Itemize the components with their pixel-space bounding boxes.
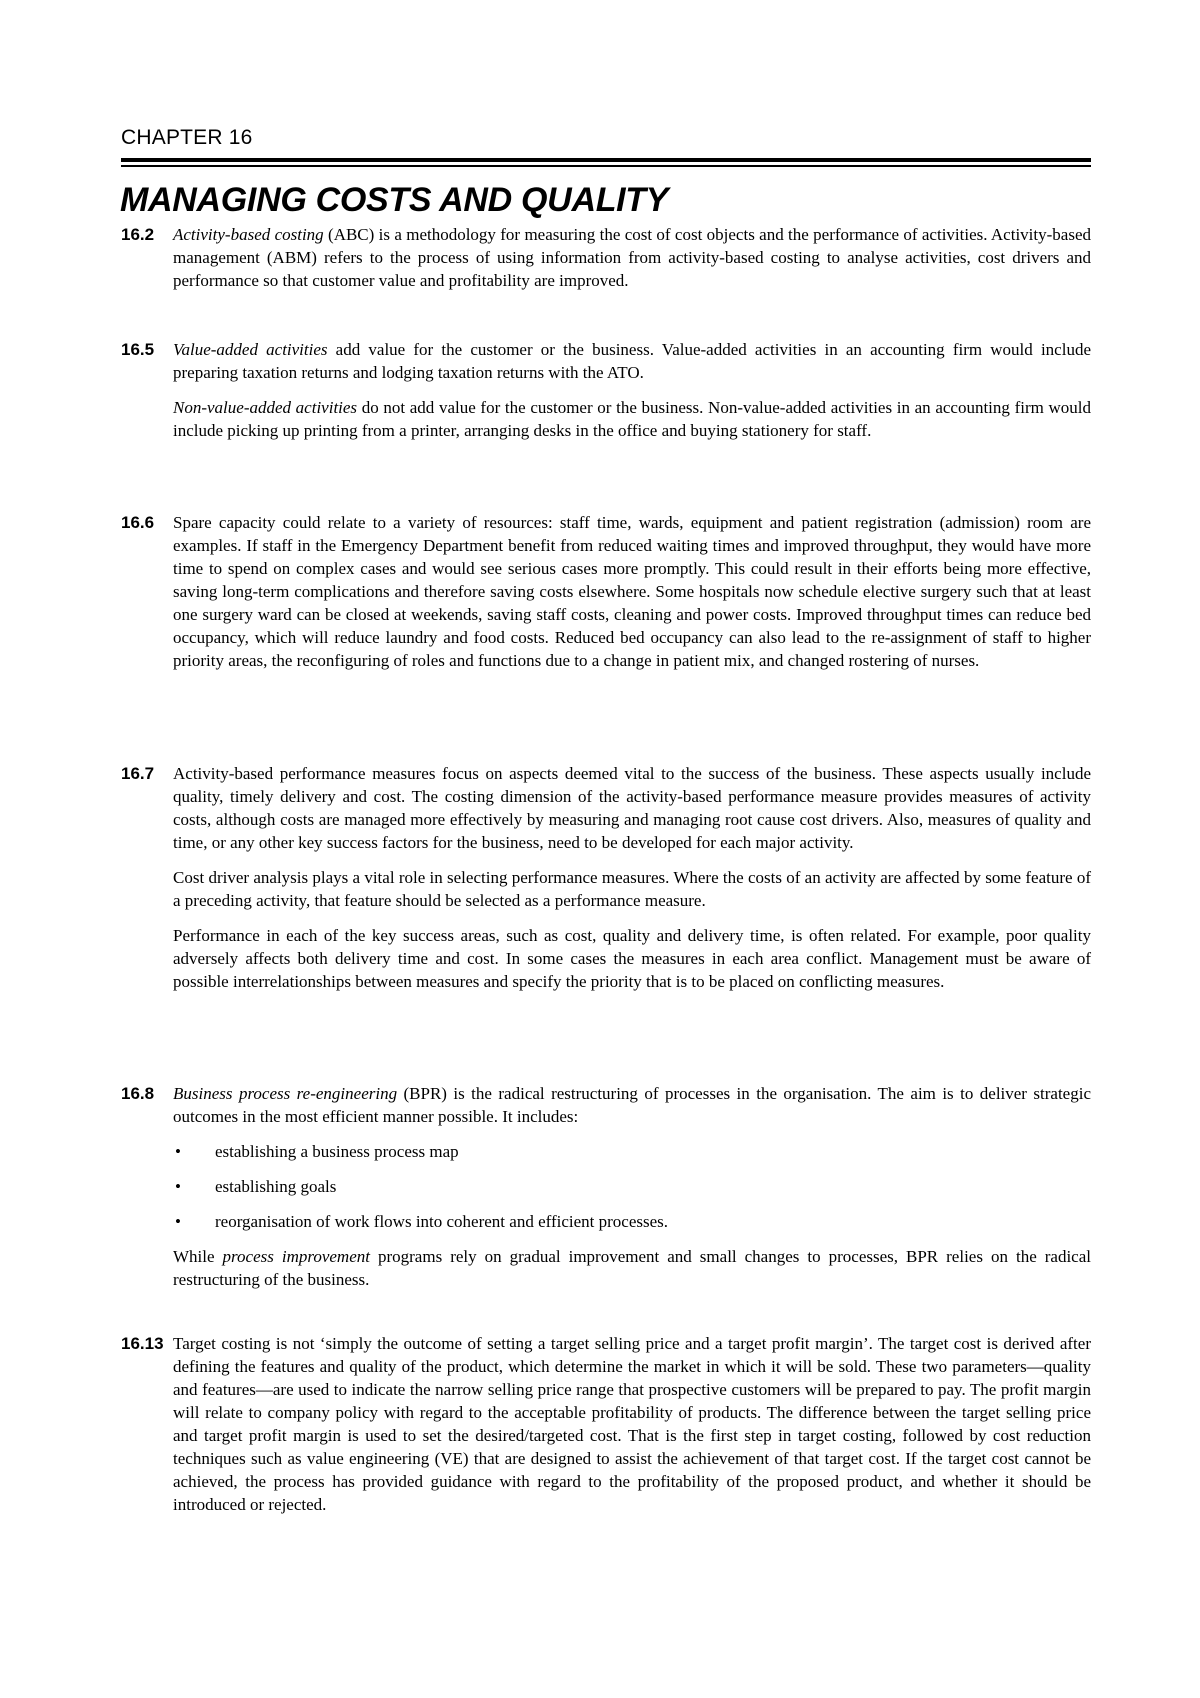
answer-paragraph — [173, 223, 1091, 292]
answer-paragraph: Performance in each of the key success areas, such as cost, quality and delivery time, is often related. For example, poor quality adversely affects both delivery time and cost. In some cases the measures in each area conflict. Management must be aware of possible interrelationships between measures and specify the priority that is to be placed on conflicting measures. — [173, 926, 1091, 991]
question-body — [173, 1082, 1091, 1291]
answer-paragraph — [173, 1082, 1091, 1128]
question-body — [173, 1332, 1091, 1516]
answer-paragraph — [173, 1245, 1091, 1291]
list-item-text: establishing goals — [215, 1177, 337, 1196]
key-term: Business process re-engineering — [173, 1084, 398, 1103]
paragraph-text: (ABC) is a methodology for measuring the cost of cost objects and the performance of activities. Activity-based management (ABM) refers to the process of using information from activity-based costing to analyse activities, cost drivers and performance so that customer value and profitability are improved. — [173, 225, 1091, 290]
paragraph-text: While — [173, 1247, 223, 1266]
question-number: 16.6 — [121, 513, 155, 532]
list-item — [173, 1175, 1091, 1198]
list-item — [173, 1140, 1091, 1163]
header-rule-thin — [121, 165, 1091, 167]
question-16-8 — [121, 1082, 1091, 1291]
question-number: 16.8 — [121, 1084, 155, 1103]
bullet-icon: • — [175, 1142, 181, 1161]
bullet-icon: • — [175, 1212, 181, 1231]
list-item-text: establishing a business process map — [215, 1142, 459, 1161]
question-body — [173, 338, 1091, 442]
answer-paragraph — [173, 338, 1091, 384]
answer-paragraph: Activity-based performance measures focus on aspects deemed vital to the success of the business. These aspects usually include quality, timely delivery and cost. The costing dimension of the activity-based performance measure provides measures of activity costs, although costs are managed more effectively by measuring and managing root cause cost drivers. Also, measures of quality and time, or any other key success factors for the business, need to be developed for each major activity. — [173, 764, 1091, 852]
answer-paragraph — [173, 396, 1091, 442]
paragraph-text: add value for the customer or the business. Value-added activities in an accounting firm would include preparing taxation returns and lodging taxation returns with the ATO. — [173, 340, 1091, 382]
chapter-title: MANAGING COSTS AND QUALITY — [120, 181, 669, 219]
question-number: 16.7 — [121, 764, 155, 783]
key-term: Non-value-added activities — [173, 398, 358, 417]
key-term: Activity-based costing — [173, 225, 324, 244]
key-term: Value-added activities — [173, 340, 328, 359]
list-item-text: reorganisation of work flows into coherent and efficient processes. — [215, 1212, 669, 1231]
paragraph-text: (BPR) is the radical restructuring of processes in the organisation. The aim is to deliver strategic outcomes in the most efficient manner possible. It includes: — [173, 1084, 1091, 1126]
answer-paragraph: Spare capacity could relate to a variety of resources: staff time, wards, equipment and patient registration (admission) room are examples. If staff in the Emergency Department benefit from reduced waiting times and improved throughput, they would have more time to spend on complex cases and would see serious cases more promptly. This could result in their efforts being more effective, saving long-term complications and therefore saving costs elsewhere. Some hospitals now schedule elective surgery such that at least one surgery ward can be closed at weekends, saving staff costs, cleaning and power costs. Improved throughput times can reduce bed occupancy, which will reduce laundry and food costs. Reduced bed occupancy can also lead to the re-assignment of staff to higher priority areas, the reconfiguring of roles and functions due to a change in patient mix, and changed rostering of nurses. — [173, 513, 1091, 670]
paragraph-text: programs rely on gradual improvement and small changes to processes, BPR relies on the radical restructuring of the business. — [173, 1247, 1091, 1289]
bullet-list — [173, 1140, 1091, 1233]
question-16-6 — [121, 511, 1091, 672]
question-number: 16.13 — [121, 1334, 164, 1353]
question-body — [173, 511, 1091, 672]
paragraph-text: do not add value for the customer or the business. Non-value-added activities in an accounting firm would include picking up printing from a printer, arranging desks in the office and buying stationery for staff. — [173, 398, 1091, 440]
header-rule-thick — [121, 158, 1091, 162]
question-body — [173, 223, 1091, 292]
key-term: process improvement — [222, 1247, 370, 1266]
chapter-label: CHAPTER 16 — [121, 126, 253, 149]
question-number: 16.2 — [121, 225, 155, 244]
question-body — [173, 762, 1091, 993]
answer-paragraph: Target costing is not ‘simply the outcome of setting a target selling price and a target profit margin’. The target cost is derived after defining the features and quality of the product, which determine the market in which it will be sold. These two parameters—quality and features—are used to indicate the narrow selling price range that prospective customers will be prepared to pay. The profit margin will relate to company policy with regard to the acceptable profitability of products. The difference between the target selling price and target profit margin is used to set the desired/targeted cost. That is the first step in target costing, followed by cost reduction techniques such as value engineering (VE) that are designed to assist the achievement of that target cost. If the target cost cannot be achieved, the process has provided guidance with regard to the profitability of the proposed product, and whether it should be introduced or rejected. — [173, 1334, 1091, 1514]
question-number: 16.5 — [121, 340, 155, 359]
bullet-icon: • — [175, 1177, 181, 1196]
question-16-13 — [121, 1332, 1091, 1516]
question-16-7 — [121, 762, 1091, 993]
answer-paragraph: Cost driver analysis plays a vital role in selecting performance measures. Where the costs of an activity are affected by some feature of a preceding activity, that feature should be selected as a performance measure. — [173, 868, 1091, 910]
list-item — [173, 1210, 1091, 1233]
question-16-5 — [121, 338, 1091, 442]
question-16-2 — [121, 223, 1091, 292]
